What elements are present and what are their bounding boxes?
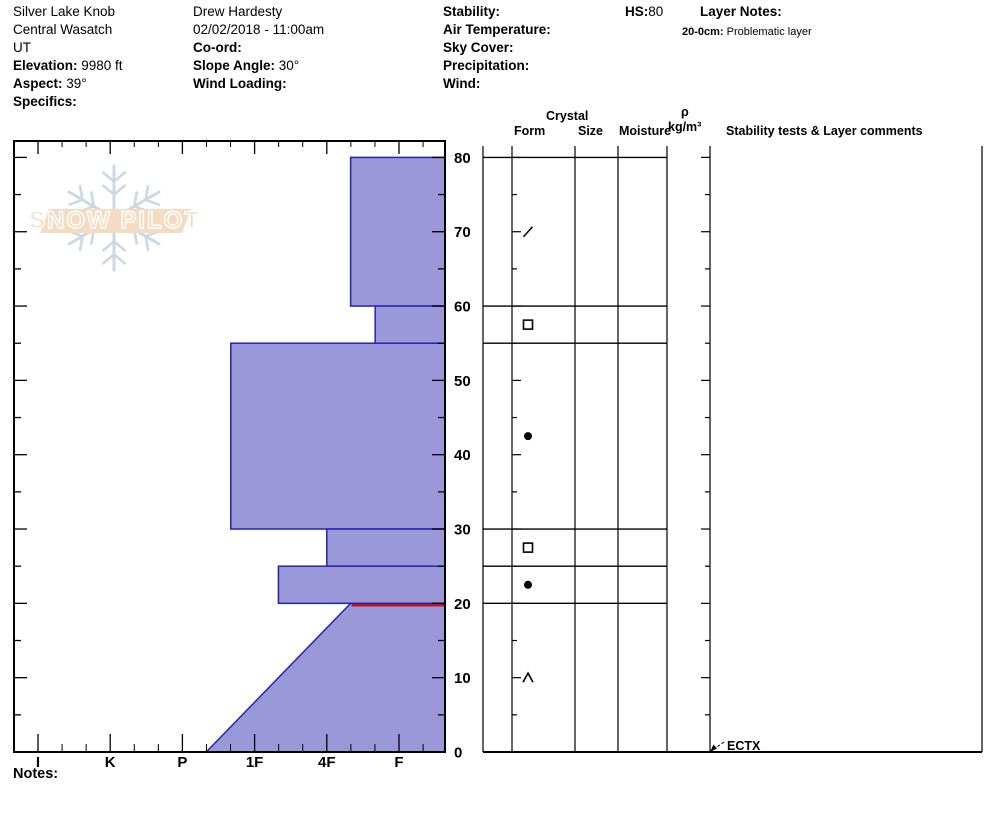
field-label: Precipitation: — [443, 58, 530, 73]
hardness-tick-label: 1F — [245, 754, 264, 771]
hardness-tick-label: 4F — [318, 754, 336, 771]
layer-bar — [206, 603, 445, 752]
field-value: 30° — [275, 58, 300, 73]
layer-bar — [327, 529, 445, 566]
depth-tick-label: 10 — [454, 670, 471, 688]
form-column-header: Form — [514, 124, 546, 138]
field-value: Problematic layer — [723, 26, 812, 38]
field-label: Stability: — [443, 4, 501, 19]
hardness-tick-label: P — [177, 754, 188, 771]
grain-symbol-dot — [524, 581, 532, 589]
depth-tick-label: 60 — [454, 298, 471, 316]
hardness-tick-label: I — [35, 754, 41, 771]
depth-tick-label: 30 — [454, 521, 471, 539]
depth-tick-label: 40 — [454, 447, 471, 465]
logo-snowflake-branch — [114, 186, 125, 195]
field-label: Layer Notes: — [700, 4, 782, 19]
field-label: Aspect: — [13, 76, 63, 91]
logo-snowflake-branch — [103, 173, 114, 182]
field-label: Sky Cover: — [443, 40, 514, 55]
field-label: Air Temperature: — [443, 22, 551, 37]
ectx-label: ECTX — [727, 739, 761, 753]
logo-snowflake-branch — [103, 241, 114, 250]
grain-symbol-dot — [524, 432, 532, 440]
grain-symbol-slash — [524, 227, 533, 237]
logo-snowflake-branch — [103, 254, 114, 263]
grain-symbol-square — [524, 320, 533, 329]
layer-bar — [278, 566, 445, 603]
field-value: 9980 ft — [77, 58, 123, 73]
density-column-header: ρ — [681, 105, 689, 119]
logo-snowflake-branch — [114, 241, 125, 250]
layer-bar — [375, 306, 445, 343]
ectx-arrow-head — [710, 745, 717, 753]
field-label: HS: — [625, 4, 649, 19]
size-column-header: Size — [578, 124, 604, 138]
logo-snowflake-branch — [146, 200, 159, 205]
logo-snowflake-branch — [69, 200, 82, 205]
field-label: Wind Loading: — [193, 76, 287, 91]
field-value: 39° — [62, 76, 87, 91]
field-value: Central Wasatch — [13, 22, 113, 37]
logo-text: SNOW PILOT — [29, 207, 201, 234]
layer-bar — [351, 157, 445, 306]
logo-snowflake-branch — [114, 173, 125, 182]
depth-tick-label: 0 — [454, 744, 463, 762]
crystal-column-header: Crystal — [546, 109, 589, 123]
field-value: 80 — [648, 4, 664, 19]
grain-symbol-square — [524, 543, 533, 552]
field-label: Wind: — [443, 76, 481, 91]
depth-tick-label: 20 — [454, 595, 471, 613]
depth-tick-label: 80 — [454, 149, 471, 167]
hardness-tick-label: F — [394, 754, 404, 771]
field-label: 20-0cm: — [682, 26, 724, 38]
field-value: UT — [13, 40, 31, 55]
field-label: Slope Angle: — [193, 58, 276, 73]
hardness-tick-label: K — [104, 754, 116, 771]
moisture-column-header: Moisture — [619, 124, 672, 138]
logo-snowflake-branch — [103, 186, 114, 195]
field-label: Specifics: — [13, 94, 77, 109]
layer-bar — [231, 343, 445, 529]
field-value: Silver Lake Knob — [13, 4, 116, 19]
field-value: Drew Hardesty — [193, 4, 283, 19]
grain-symbol-caret — [523, 673, 533, 682]
field-label: Elevation: — [13, 58, 78, 73]
depth-tick-label: 70 — [454, 224, 471, 242]
depth-tick-label: 50 — [454, 372, 471, 390]
stability-comments-column-header: Stability tests & Layer comments — [726, 124, 923, 138]
field-label: Co-ord: — [193, 40, 242, 55]
density-units-label: kg/m³ — [668, 120, 702, 134]
field-value: 02/02/2018 - 11:00am — [193, 22, 325, 37]
logo-snowflake-branch — [114, 254, 125, 263]
notes-label: Notes: — [13, 766, 59, 782]
